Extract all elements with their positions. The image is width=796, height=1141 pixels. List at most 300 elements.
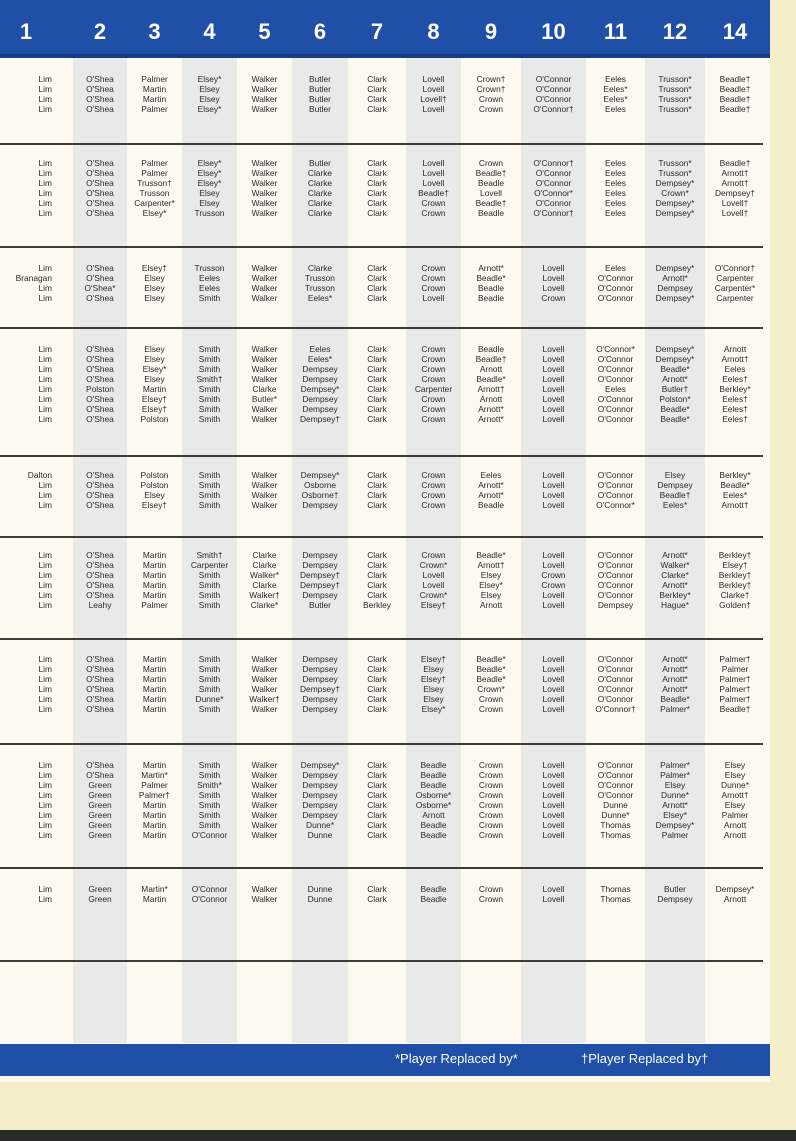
player-cell: O'Shea (86, 94, 114, 104)
player-cell: Clark (367, 158, 387, 168)
player-cell: Lovell (542, 884, 565, 894)
player-cell: Martin (142, 570, 167, 580)
player-cell: Elsey* (197, 178, 222, 188)
player-cell: Green (88, 830, 112, 840)
player-cell: Trusson† (137, 178, 172, 188)
player-cell: Dempsey* (300, 470, 340, 480)
player-cell: O'Connor (597, 283, 634, 293)
player-cell: Lim (38, 500, 52, 510)
player-cell: Lovell (542, 694, 565, 704)
player-cell: Martin (142, 580, 167, 590)
player-cell: Clark (367, 590, 387, 600)
player-cell: Beadle* (476, 550, 506, 560)
player-cell: Elsey (724, 800, 746, 810)
player-cell: O'Connor (597, 414, 634, 424)
player-cell: Clark (367, 770, 387, 780)
player-cell: Lim (38, 414, 52, 424)
player-cell: Palmer (141, 74, 168, 84)
player-cell: O'Connor† (714, 263, 756, 273)
player-cell: Crown (421, 470, 446, 480)
player-cell: Eeles† (722, 374, 748, 384)
player-cell: Elsey (664, 470, 686, 480)
player-cell: Elsey† (722, 560, 748, 570)
player-cell: Smith (198, 354, 221, 364)
player-cell: Martin (142, 694, 167, 704)
player-cell: Walker (251, 800, 278, 810)
player-cell: Beadle (420, 780, 447, 790)
player-cell: Elsey (480, 590, 502, 600)
player-cell: Palmer† (719, 694, 751, 704)
player-cell: O'Connor* (596, 344, 635, 354)
table-row (0, 780, 770, 790)
player-cell: Clark (367, 704, 387, 714)
player-cell: Clark (367, 550, 387, 560)
player-cell: Trusson (305, 273, 335, 283)
player-cell: Osborne* (415, 800, 452, 810)
player-cell: Lim (38, 570, 52, 580)
player-cell: Clark (367, 364, 387, 374)
player-cell: Crown (478, 894, 504, 904)
player-cell: Trusson* (658, 94, 692, 104)
player-cell: Elsey* (197, 74, 222, 84)
column-header-3: 3 (148, 19, 161, 44)
player-cell: O'Shea (86, 263, 114, 273)
player-cell: Lim (38, 760, 52, 770)
player-cell: Beadle (477, 208, 505, 218)
table-row (0, 894, 770, 904)
player-cell: Walker (251, 94, 278, 104)
player-cell: Dempsey (302, 364, 338, 374)
player-cell: Crown (421, 490, 446, 500)
player-cell: Eeles* (722, 490, 748, 500)
player-cell: Arnott* (662, 800, 688, 810)
player-cell: Polston (86, 384, 114, 394)
player-cell: O'Shea (86, 364, 114, 374)
player-cell: Walker (251, 894, 278, 904)
player-cell: Dempsey (302, 770, 338, 780)
player-cell: O'Connor (597, 550, 634, 560)
player-cell: Beadle† (418, 188, 449, 198)
player-cell: Smith (198, 820, 221, 830)
player-cell: Beadle* (476, 374, 506, 384)
player-cell: Arnott (479, 600, 503, 610)
player-cell: Clark (367, 664, 387, 674)
player-cell: O'Shea (86, 684, 114, 694)
player-cell: Leahy (88, 600, 112, 610)
player-cell: Lim (38, 404, 52, 414)
player-cell: Smith (198, 480, 221, 490)
player-cell: Martin (142, 654, 167, 664)
player-cell: Smith (198, 384, 221, 394)
player-cell: Clark (367, 198, 387, 208)
player-cell: Eeles* (662, 500, 688, 510)
player-cell: Beadle† (719, 94, 751, 104)
player-cell: Clark (367, 104, 387, 114)
player-cell: Crown* (477, 684, 505, 694)
player-cell: Clark (367, 490, 387, 500)
player-cell: Walker† (249, 590, 280, 600)
player-cell: Dempsey (302, 800, 338, 810)
player-cell: Carpenter (190, 560, 229, 570)
player-cell: Martin (142, 820, 167, 830)
player-cell: Green (88, 790, 112, 800)
player-cell: Crown (421, 344, 446, 354)
player-cell: Walker (251, 404, 278, 414)
column-header-9: 9 (484, 19, 498, 44)
player-cell: Beadle† (475, 354, 507, 364)
table-row (0, 490, 770, 500)
player-cell: Lovell (542, 560, 565, 570)
player-cell: Clark (367, 208, 387, 218)
player-cell: Elsey† (420, 654, 447, 664)
player-cell: Clark (367, 84, 387, 94)
column-header-12: 12 (662, 19, 688, 44)
player-cell: Arnott† (721, 500, 749, 510)
player-cell: O'Shea (86, 560, 114, 570)
player-cell: Beadle† (719, 74, 751, 84)
player-cell: Walker (251, 830, 278, 840)
player-cell: Elsey (199, 84, 220, 94)
player-cell: Lim (38, 600, 52, 610)
player-cell: Green (88, 800, 112, 810)
player-cell: Crown (421, 283, 446, 293)
player-cell: Lovell (542, 770, 565, 780)
table-row (0, 790, 770, 800)
player-cell: Lim (38, 364, 52, 374)
player-cell: Hague* (661, 600, 689, 610)
table-row (0, 344, 770, 354)
player-cell: Crown (421, 273, 446, 283)
table-row (0, 94, 770, 104)
player-cell: Butler (309, 158, 331, 168)
player-cell: Lovell (542, 894, 565, 904)
player-cell: Lovell (542, 480, 565, 490)
player-cell: Eeles† (722, 394, 748, 404)
player-cell: Elsey (144, 490, 165, 500)
player-cell: Crown (421, 500, 446, 510)
player-cell: Arnott* (478, 404, 504, 414)
player-cell: Palmer† (719, 654, 751, 664)
player-cell: Dempsey† (299, 414, 341, 424)
player-cell: Crown (478, 830, 504, 840)
player-cell: Dempsey† (714, 188, 756, 198)
player-cell: Green (88, 884, 112, 894)
player-cell: Arnott* (478, 480, 504, 490)
group-divider (0, 246, 763, 248)
player-cell: Eeles* (307, 354, 333, 364)
player-cell: Green (88, 780, 112, 790)
player-cell: O'Connor† (533, 158, 574, 168)
table-row (0, 810, 770, 820)
table-row (0, 580, 770, 590)
player-cell: Clark (367, 884, 387, 894)
player-cell: Eeles* (307, 293, 333, 303)
player-cell: Beadle* (476, 664, 506, 674)
player-cell: O'Connor (597, 590, 634, 600)
player-cell: Crown (421, 364, 446, 374)
player-cell: Walker (251, 263, 278, 273)
player-cell: Beadle* (720, 480, 750, 490)
player-cell: O'Shea (86, 470, 114, 480)
player-cell: Arnott* (662, 580, 688, 590)
player-cell: Dunne (307, 830, 333, 840)
player-cell: Crown* (419, 590, 448, 600)
player-cell: O'Connor† (533, 208, 574, 218)
player-cell: Polston (140, 414, 169, 424)
player-cell: Crown (421, 354, 446, 364)
player-cell: Lovell (542, 404, 565, 414)
player-cell: Arnott† (721, 354, 749, 364)
player-cell: Arnott (479, 394, 503, 404)
player-cell: Dempsey* (655, 263, 695, 273)
player-cell: Clarke (252, 580, 277, 590)
player-cell: Eeles (605, 158, 626, 168)
player-cell: Trusson (305, 283, 335, 293)
player-cell: Dempsey (302, 374, 338, 384)
player-cell: Berkley* (719, 384, 751, 394)
player-cell: O'Shea (86, 198, 114, 208)
player-cell: Clark (367, 810, 387, 820)
player-cell: O'Connor (597, 654, 634, 664)
player-cell: Elsey (144, 344, 165, 354)
player-cell: Eeles* (603, 94, 628, 104)
table-row (0, 654, 770, 664)
player-cell: Lim (38, 664, 52, 674)
player-cell: Elsey (199, 188, 220, 198)
player-cell: Lim (38, 894, 52, 904)
player-cell: Eeles (605, 263, 626, 273)
player-cell: Smith (198, 790, 221, 800)
table-row (0, 188, 770, 198)
player-cell: Clark (367, 560, 387, 570)
player-cell: Arnott* (478, 414, 504, 424)
column-header-6: 6 (313, 19, 327, 44)
player-cell: O'Connor (191, 884, 228, 894)
player-cell: Palmer† (719, 674, 751, 684)
player-cell: Walker (251, 168, 278, 178)
player-cell: Dalton (27, 470, 52, 480)
player-cell: Beadle* (660, 404, 690, 414)
player-cell: Clarke (252, 550, 277, 560)
player-cell: Lim (38, 800, 52, 810)
table-row (0, 470, 770, 480)
player-cell: Lovell (422, 580, 445, 590)
column-header-14: 14 (722, 19, 748, 44)
player-cell: Elsey (199, 94, 220, 104)
player-cell: Crown (421, 404, 446, 414)
player-cell: Lovell (542, 374, 565, 384)
player-cell: Smith (198, 394, 221, 404)
player-cell: Clarke (252, 560, 277, 570)
player-cell: Crown (421, 208, 446, 218)
column-header-8: 8 (427, 19, 440, 44)
player-cell: Osborne* (415, 790, 452, 800)
player-cell: Lovell (542, 780, 565, 790)
player-cell: Elsey (144, 354, 165, 364)
player-cell: Clark (367, 500, 387, 510)
player-cell: O'Connor (535, 94, 572, 104)
table-row (0, 770, 770, 780)
player-cell: Lovell (422, 570, 445, 580)
player-cell: Beadle† (475, 168, 507, 178)
player-cell: Clarke (307, 208, 333, 218)
player-cell: Smith (198, 654, 221, 664)
table-row (0, 404, 770, 414)
player-cell: Beadle (420, 760, 447, 770)
player-cell: Beadle (420, 770, 447, 780)
player-cell: Crown* (419, 560, 448, 570)
player-cell: Martin (142, 810, 167, 820)
player-cell: Butler† (661, 384, 689, 394)
player-cell: Eeles* (603, 84, 628, 94)
player-cell: Crown (478, 158, 504, 168)
player-cell: Clark (367, 800, 387, 810)
player-cell: O'Connor (597, 684, 634, 694)
player-cell: Lim (38, 283, 52, 293)
player-cell: Dunne* (721, 780, 749, 790)
player-cell: Clark (367, 684, 387, 694)
player-cell: Dempsey* (655, 344, 695, 354)
player-cell: Palmer* (660, 760, 690, 770)
player-cell: Walker (251, 293, 278, 303)
player-cell: Elsey† (141, 404, 168, 414)
table-row (0, 550, 770, 560)
player-cell: Clark (367, 384, 387, 394)
player-cell: O'Connor (597, 770, 634, 780)
player-cell: Walker (251, 500, 278, 510)
player-cell: O'Connor (597, 470, 634, 480)
player-cell: Beadle (477, 500, 505, 510)
player-cell: Dunne (603, 800, 628, 810)
player-cell: Berkley (363, 600, 391, 610)
player-cell: Crown (478, 820, 504, 830)
table-row (0, 84, 770, 94)
player-cell: Beadle (420, 820, 447, 830)
player-cell: Clark (367, 694, 387, 704)
player-cell: Elsey† (420, 600, 447, 610)
player-cell: Arnott† (721, 168, 749, 178)
footer-legend-bar (0, 1044, 770, 1076)
table-row (0, 684, 770, 694)
player-cell: Clark (367, 354, 387, 364)
player-cell: Walker (251, 810, 278, 820)
player-cell: Walker (251, 364, 278, 374)
player-cell: Crown (478, 790, 504, 800)
table-row (0, 820, 770, 830)
player-cell: Martin (142, 590, 167, 600)
player-cell: Dunne* (601, 810, 630, 820)
player-cell: Smith (198, 810, 221, 820)
player-cell: Beadle† (719, 158, 751, 168)
player-cell: Clark (367, 168, 387, 178)
player-cell: Lim (38, 820, 52, 830)
player-cell: Palmer† (138, 790, 171, 800)
player-cell: Palmer (141, 168, 168, 178)
player-cell: Golden† (719, 600, 751, 610)
table-row (0, 560, 770, 570)
player-cell: Eeles (605, 208, 626, 218)
player-cell: Crown† (476, 74, 506, 84)
player-cell: Lovell (422, 74, 445, 84)
player-cell: Clark (367, 894, 387, 904)
player-cell: O'Connor† (595, 704, 636, 714)
column-header-1: 1 (19, 19, 33, 44)
player-cell: Palmer (141, 780, 168, 790)
player-cell: Clark (367, 414, 387, 424)
player-cell: Butler (309, 600, 331, 610)
player-cell: Lim (38, 694, 52, 704)
player-cell: O'Connor (597, 394, 634, 404)
player-cell: O'Shea (86, 354, 114, 364)
player-cell: O'Shea (86, 760, 114, 770)
player-cell: Beadle (420, 884, 447, 894)
player-cell: Dempsey (302, 560, 338, 570)
player-cell: Butler (309, 84, 331, 94)
player-cell: Berkley† (718, 580, 752, 590)
player-cell: Eeles (605, 198, 626, 208)
player-cell: Arnott (723, 344, 747, 354)
player-cell: Lim (38, 704, 52, 714)
player-cell: Lim (38, 168, 52, 178)
player-cell: Elsey* (197, 168, 222, 178)
player-cell: Thomas (600, 830, 631, 840)
player-cell: Martin* (141, 884, 168, 894)
player-cell: Carpenter* (134, 198, 175, 208)
group-divider (0, 960, 763, 962)
player-cell: O'Shea (86, 208, 114, 218)
player-cell: Lovell (542, 414, 565, 424)
player-cell: Smith (198, 600, 221, 610)
player-cell: Beadle* (476, 674, 506, 684)
player-cell: Berkley† (718, 570, 752, 580)
player-cell: Elsey* (197, 104, 222, 114)
player-cell: Butler (309, 74, 331, 84)
legend-dagger-note: †Player Replaced by† (581, 1051, 709, 1066)
player-cell: Arnott* (662, 374, 688, 384)
column-header-10: 10 (541, 19, 566, 44)
player-cell: Clark (367, 820, 387, 830)
player-cell: Crown (478, 760, 504, 770)
player-cell: Lim (38, 198, 52, 208)
player-cell: Palmer* (660, 704, 690, 714)
player-cell: O'Shea (86, 654, 114, 664)
player-cell: Crown (478, 800, 504, 810)
player-cell: O'Connor (535, 198, 572, 208)
player-cell: Lovell (542, 263, 565, 273)
player-cell: Elsey (144, 374, 165, 384)
player-cell: Elsey (664, 780, 686, 790)
player-cell: Elsey† (141, 263, 168, 273)
player-cell: Arnott† (477, 384, 505, 394)
player-cell: Polston* (659, 394, 691, 404)
player-cell: Arnott† (477, 560, 505, 570)
player-cell: Dempsey* (655, 198, 695, 208)
player-cell: Walker (251, 820, 278, 830)
player-cell: Lim (38, 590, 52, 600)
player-cell: Palmer* (660, 770, 690, 780)
player-cell: Crown (421, 414, 446, 424)
player-cell: Lovell (422, 158, 445, 168)
player-cell: Lim (38, 490, 52, 500)
player-cell: O'Connor (597, 374, 634, 384)
table-row (0, 198, 770, 208)
player-cell: Dempsey (302, 780, 338, 790)
player-cell: Smith (198, 344, 221, 354)
player-cell: Smith (198, 404, 221, 414)
player-cell: Dempsey (657, 894, 693, 904)
player-cell: Elsey* (142, 364, 167, 374)
table-row (0, 178, 770, 188)
